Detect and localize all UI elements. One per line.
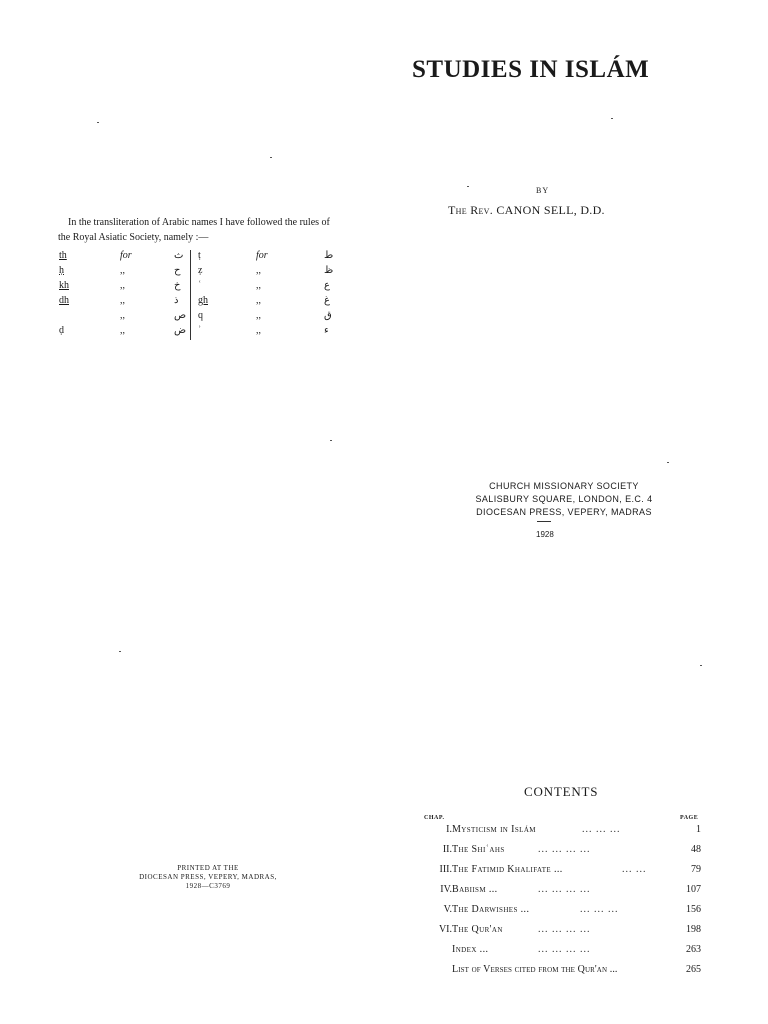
chapter-title: List of Verses cited from the Qur'an ... — [452, 964, 618, 975]
arabic-letter: ث — [174, 250, 184, 261]
ditto-mark: ,, — [256, 280, 261, 291]
column-divider — [190, 310, 191, 325]
latin-letter: ẓ — [198, 265, 203, 276]
chapter-title: The Qur'an — [452, 924, 503, 935]
arabic-letter: ق — [324, 310, 332, 321]
page-number: 265 — [686, 964, 701, 975]
leader-dots: ... ... ... — [582, 824, 621, 835]
scan-speck — [97, 122, 99, 123]
scan-speck — [330, 440, 332, 441]
chapter-title: Babiism ... — [452, 884, 498, 895]
toc-entry — [410, 824, 710, 840]
page-column-label: PAGE — [680, 815, 699, 821]
translit-row — [56, 250, 346, 265]
publisher-line: DIOCESAN PRESS, VEPERY, MADRAS — [476, 507, 652, 517]
arabic-letter: خ — [174, 280, 181, 291]
transliteration-table — [56, 250, 346, 340]
contents-heading: CONTENTS — [524, 784, 599, 799]
scan-speck — [467, 186, 469, 187]
arabic-letter: ع — [324, 280, 330, 291]
printer-line: 1928—C3769 — [185, 882, 231, 890]
publication-year: 1928 — [536, 530, 554, 539]
toc-entry — [410, 844, 710, 860]
page-number: 263 — [686, 944, 701, 955]
toc-entry — [410, 924, 710, 940]
page-number: 198 — [686, 924, 701, 935]
ditto-mark: ,, — [120, 265, 125, 276]
chapter-number: III. — [439, 864, 452, 875]
arabic-letter: ء — [324, 325, 329, 336]
ditto-mark: ,, — [256, 310, 261, 321]
scan-speck — [119, 651, 121, 652]
page-number: 156 — [686, 904, 701, 915]
by-label: BY — [536, 186, 550, 195]
arabic-letter: ظ — [324, 265, 334, 276]
latin-letter: ʾ — [198, 325, 202, 336]
leader-dots: ... ... ... ... — [538, 884, 591, 895]
latin-letter: ḍ — [59, 325, 64, 336]
chapter-title: Index ... — [452, 944, 489, 955]
chapter-number: II. — [442, 844, 452, 855]
chapter-title: The Shiʿahs — [452, 844, 505, 855]
book-title: STUDIES IN ISLÁM — [412, 56, 650, 83]
for-word: for — [256, 250, 268, 261]
arabic-letter: ض — [174, 325, 187, 336]
scan-speck — [270, 157, 272, 158]
ditto-mark: ,, — [120, 295, 125, 306]
leader-dots: ... ... ... — [580, 904, 619, 915]
toc-entry — [410, 884, 710, 900]
for-word: for — [120, 250, 132, 261]
column-divider — [190, 280, 191, 295]
chap-column-label: CHAP. — [424, 815, 445, 821]
ditto-mark: ,, — [256, 265, 261, 276]
column-divider — [190, 325, 191, 340]
publisher-line: CHURCH MISSIONARY SOCIETY — [489, 481, 639, 491]
arabic-letter: ذ — [174, 295, 179, 306]
toc-entry — [410, 864, 710, 880]
latin-letter: ḥ — [59, 265, 64, 276]
scan-speck — [611, 118, 613, 119]
latin-letter: ʿ — [198, 280, 202, 291]
ditto-mark: ,, — [256, 295, 261, 306]
page-number: 1 — [696, 824, 701, 835]
transliteration-note: In the transliteration of Arabic names I have followed the rules of the Royal Asiatic Society, namely :— — [58, 217, 330, 243]
arabic-letter: ص — [174, 310, 187, 321]
chapter-title: Mysticism in Islám — [452, 824, 536, 835]
column-divider — [190, 265, 191, 280]
author-line — [448, 203, 605, 218]
latin-letter: q — [198, 310, 203, 321]
leader-dots: ... ... ... ... — [538, 944, 591, 955]
chapter-number: I. — [446, 824, 452, 835]
scan-speck — [700, 665, 702, 666]
latin-letter: ṭ — [198, 250, 201, 261]
toc-entry — [410, 904, 710, 920]
translit-row — [56, 310, 346, 325]
author-name: CANON SELL, — [496, 203, 578, 217]
ditto-mark: ,, — [256, 325, 261, 336]
translit-row — [56, 295, 346, 310]
column-divider — [190, 295, 191, 310]
printer-line: DIOCESAN PRESS, VEPERY, MADRAS, — [139, 873, 277, 881]
chapter-number: VI. — [438, 924, 452, 935]
leader-dots: ... ... ... ... — [538, 924, 591, 935]
scan-speck — [667, 462, 669, 463]
translit-row — [56, 325, 346, 340]
page-number: 79 — [691, 864, 701, 875]
ditto-mark: ,, — [120, 325, 125, 336]
leader-dots: ... ... — [622, 864, 647, 875]
ditto-mark: ,, — [120, 280, 125, 291]
toc-entry — [410, 964, 710, 980]
column-divider — [190, 250, 191, 265]
chapter-title: The Darwishes ... — [452, 904, 530, 915]
leader-dots: ... ... ... ... — [538, 844, 591, 855]
publisher-block — [440, 480, 688, 519]
latin-letter: kh — [59, 280, 69, 291]
translit-row — [56, 265, 346, 280]
page-number: 48 — [691, 844, 701, 855]
printer-imprint — [118, 864, 298, 891]
latin-letter: th — [59, 250, 67, 261]
arabic-letter: غ — [324, 295, 330, 306]
latin-letter: gh — [198, 295, 208, 306]
publisher-line: SALISBURY SQUARE, LONDON, E.C. 4 — [475, 494, 653, 504]
ditto-mark: ,, — [120, 310, 125, 321]
divider-rule — [537, 521, 551, 522]
printer-line: PRINTED AT THE — [177, 864, 239, 872]
chapter-number: IV. — [440, 884, 452, 895]
chapter-title: The Fatimid Khalifate ... — [452, 864, 563, 875]
latin-letter: dh — [59, 295, 69, 306]
page-number: 107 — [686, 884, 701, 895]
author-suffix: D.D. — [580, 203, 605, 217]
arabic-letter: ح — [174, 265, 181, 276]
chapter-number: V. — [443, 904, 452, 915]
toc-entry — [410, 944, 710, 960]
author-prefix: The Rev. — [448, 203, 494, 217]
translit-row — [56, 280, 346, 295]
arabic-letter: ط — [324, 250, 334, 261]
